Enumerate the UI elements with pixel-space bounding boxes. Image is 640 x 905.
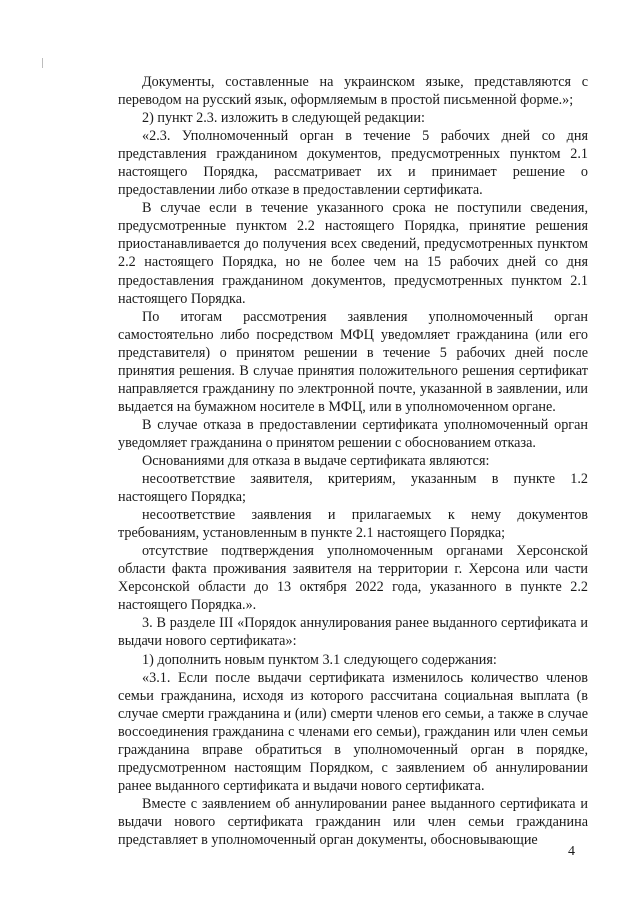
paragraph-new-point-3-1-intro: 1) дополнить новым пунктом 3.1 следующего содержания: xyxy=(142,651,497,668)
page-number: 4 xyxy=(568,844,575,859)
paragraph-refusal-ground-2: несоответствие заявления и прилагаемых к нему документов требованиям, установленным в пункте 2.1 настоящего Порядка; xyxy=(118,507,588,542)
paragraph-no-information: В случае если в течение указанного срока не поступили сведения, предусмотренные пунктом 2.2 настоящего Порядка, принятие решения приостанавливается до получения всех сведений, предусмотренных пунктом 2.2 настоящего Порядка, но не более чем на 15 рабочих дней со дня предоставления гражданином документов, предусмотренных пунктом 2.1 настоящего Порядка. xyxy=(118,200,588,307)
paragraph-point-2-3: «2.3. Уполномоченный орган в течение 5 рабочих дней со дня представления гражданином документов, предусмотренных пунктом 2.1 настоящего Порядка, рассматривает их и принимает решение о предоставлении либо отказе в предоставлении сертификата. xyxy=(118,128,588,199)
paragraph-documents-language: Документы, составленные на украинском языке, представляются с переводом на русский язык, оформляемым в простой письменной форме.»; xyxy=(118,74,588,109)
paragraph-refusal-grounds-heading: Основаниями для отказа в выдаче сертификата являются: xyxy=(142,452,490,469)
paragraph-point-2-3-intro: 2) пункт 2.3. изложить в следующей редакции: xyxy=(142,110,425,127)
paragraph-section-3-heading: 3. В разделе III «Порядок аннулирования ранее выданного сертификата и выдачи нового сертификата»: xyxy=(118,615,588,650)
paragraph-refusal-ground-1: несоответствие заявителя, критериям, указанным в пункте 1.2 настоящего Порядка; xyxy=(118,471,588,506)
scan-margin-mark xyxy=(42,58,43,68)
document-body xyxy=(118,73,588,849)
paragraph-refusal-ground-3: отсутствие подтверждения уполномоченным органами Херсонской области факта проживания заявителя на территории г. Херсона или части Херсонской области до 13 октября 2022 года, указанного в пункте 2.2 настоящего Порядка.». xyxy=(118,543,588,614)
paragraph-refusal-notice: В случае отказа в предоставлении сертификата уполномоченный орган уведомляет гражданина о принятом решении с обоснованием отказа. xyxy=(118,416,588,451)
paragraph-review-results: По итогам рассмотрения заявления уполномоченный орган самостоятельно либо посредством МФЦ уведомляет гражданина (или его представителя) о принятом решении в течение 5 рабочих дней после принятия решения. В случае принятия положительного решения сертификат направляется гражданину по электронной почте, указанной в заявлении, или выдается на бумажном носителе в МФЦ, или в уполномоченном органе. xyxy=(118,308,588,415)
paragraph-point-3-1: «3.1. Если после выдачи сертификата изменилось количество членов семьи гражданина, исходя из которого рассчитана социальная выплата (в случае смерти гражданина и (или) смерти членов его семьи, а также в случае воссоединения гражданина с членами его семьи), гражданин или член семьи гражданина вправе обратиться в уполномоченный орган в порядке, предусмотренном настоящим Порядком, с заявлением об аннулировании ранее выданного сертификата и выдачи нового сертификата. xyxy=(118,669,588,794)
paragraph-documents-with-application: Вместе с заявлением об аннулировании ранее выданного сертификата и выдачи нового сертификата гражданин или член семьи гражданина представляет в уполномоченный орган документы, обосновывающие xyxy=(118,795,588,848)
